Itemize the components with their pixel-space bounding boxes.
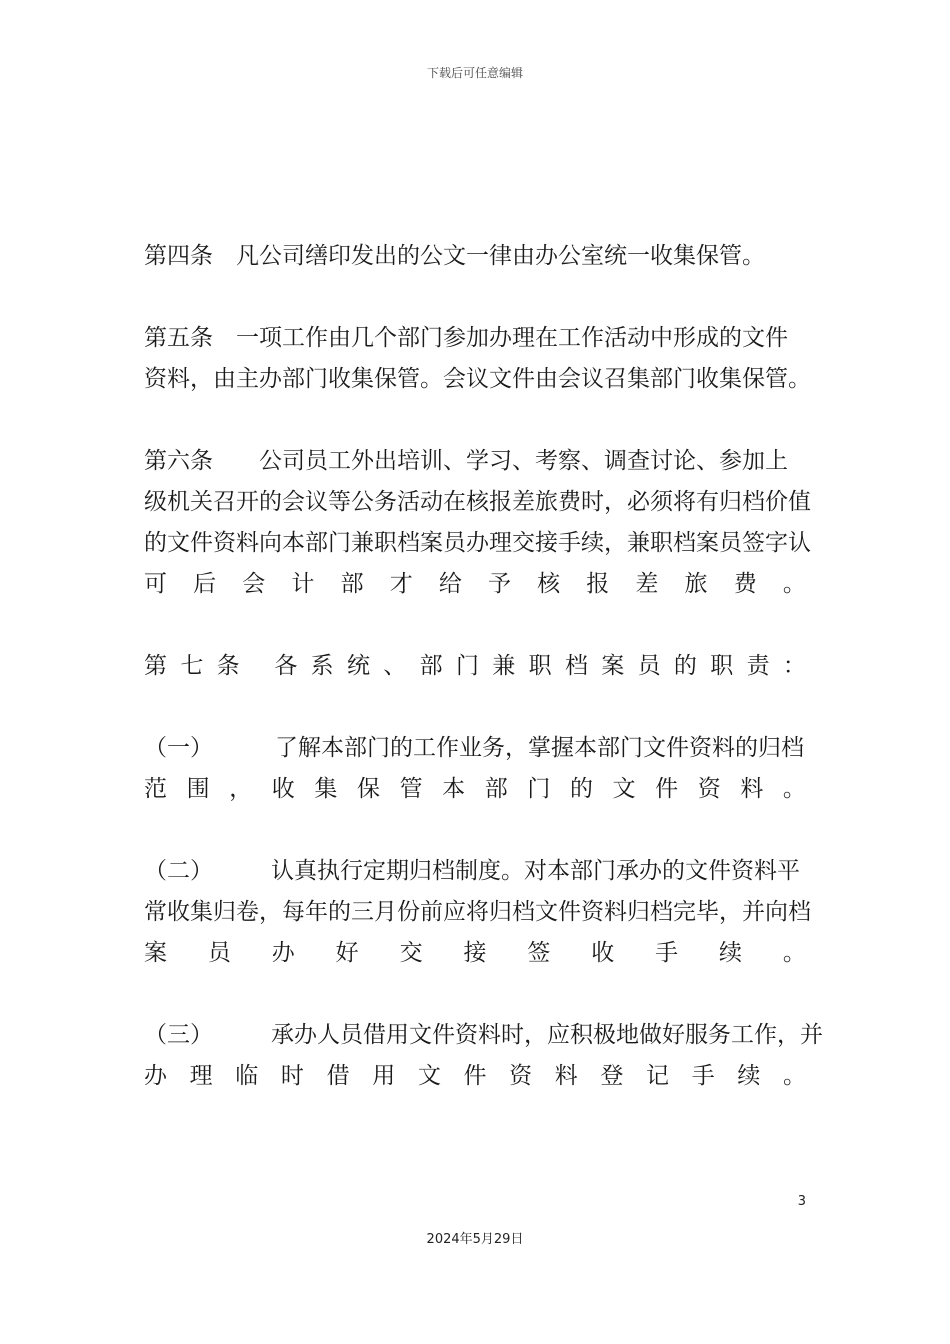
justified-char: 员 [637, 653, 661, 679]
justified-char: 七 [180, 653, 204, 679]
justified-char: 职 [710, 653, 734, 679]
justified-char: 差 [635, 571, 659, 597]
justified-char: 条 [216, 653, 240, 679]
justified-char: 签 [527, 940, 551, 966]
item-2-line-3 [144, 933, 806, 974]
justified-char: 员 [207, 940, 231, 966]
footer-date: 2024年5月29日 [426, 1232, 524, 1247]
article-7-line-1 [144, 646, 806, 687]
justified-char: 理 [189, 1063, 213, 1089]
article-5-line-2: 资料，由主办部门收集保管。会议文件由会议召集部门收集保管。 [144, 366, 811, 392]
justified-char: 借 [326, 1063, 350, 1089]
justified-char: 资 [509, 1063, 533, 1089]
justified-char: 责 [746, 653, 770, 679]
article-6-line-1 [144, 441, 806, 482]
justified-char: 。 [782, 571, 806, 597]
justified-char: 门 [527, 776, 551, 802]
justified-char: 件 [655, 776, 679, 802]
item-1-text: 了解本部门的工作业务，掌握本部门文件资料的归档 [275, 735, 804, 761]
justified-char: 围 [186, 776, 210, 802]
item-1-line-1 [144, 728, 806, 769]
article-6-text: 公司员工外出培训、学习、考察、调查讨论、参加上 [259, 448, 788, 474]
justified-char: 核 [537, 571, 561, 597]
justified-char: 好 [335, 940, 359, 966]
item-3-line-2 [144, 1056, 806, 1097]
justified-char: 费 [733, 571, 757, 597]
justified-char: 文 [417, 1063, 441, 1089]
justified-char: 案 [601, 653, 625, 679]
justified-char: 手 [691, 1063, 715, 1089]
justified-char: 部 [419, 653, 443, 679]
justified-char: 报 [586, 571, 610, 597]
article-6-label: 第六条 [144, 448, 213, 474]
justified-char: 管 [399, 776, 423, 802]
justified-char: 。 [782, 776, 806, 802]
item-3-label: （三） [144, 1022, 213, 1048]
justified-char: 料 [740, 776, 764, 802]
justified-char: 兼 [492, 653, 516, 679]
justified-char: 手 [655, 940, 679, 966]
justified-char: 部 [340, 571, 364, 597]
article-5-line-1: 第五条 一项工作由几个部门参加办理在工作活动中形成的文件 [144, 325, 788, 351]
item-2-line-1 [144, 851, 806, 892]
justified-char: 给 [438, 571, 462, 597]
article-6-line-3: 的文件资料向本部门兼职档案员办理交接手续，兼职档案员签字认 [144, 530, 811, 556]
item-2-text: 认真执行定期归档制度。对本部门承办的文件资料平 [271, 858, 800, 884]
article-6-line-2: 级机关召开的会议等公务活动在核报差旅费时，必须将有归档价值 [144, 489, 811, 515]
justified-char: 系 [310, 653, 334, 679]
justified-char: 第 [144, 653, 167, 679]
justified-char: 、 [383, 653, 407, 679]
justified-char: 才 [389, 571, 413, 597]
justified-char: 职 [528, 653, 552, 679]
justified-char: 计 [291, 571, 315, 597]
justified-char: 资 [697, 776, 721, 802]
justified-char: 接 [463, 940, 487, 966]
justified-char: 文 [612, 776, 636, 802]
justified-char: 可 [144, 571, 167, 597]
justified-char: 收 [271, 776, 295, 802]
item-3-text: 承办人员借用文件资料时，应积极地做好服务工作，并 [271, 1022, 823, 1048]
page-number: 3 [797, 1194, 806, 1209]
justified-char: 办 [271, 940, 295, 966]
justified-char: 收 [591, 940, 615, 966]
article-6-line-4 [144, 564, 806, 605]
document-body [144, 236, 823, 1097]
item-1-label: （一） [144, 735, 213, 761]
justified-char: 临 [235, 1063, 259, 1089]
justified-char: 统 [346, 653, 370, 679]
justified-char: 集 [314, 776, 338, 802]
item-1-line-2 [144, 769, 806, 810]
item-2-line-2: 常收集归卷，每年的三月份前应将归档文件资料归档完毕，并向档 [144, 899, 811, 925]
justified-char: 交 [399, 940, 423, 966]
justified-char: 本 [442, 776, 466, 802]
justified-char: 旅 [684, 571, 708, 597]
justified-char: 记 [646, 1063, 670, 1089]
justified-char: 件 [463, 1063, 487, 1089]
justified-char: ： [782, 653, 806, 679]
justified-char: 登 [600, 1063, 624, 1089]
justified-char: 的 [569, 776, 593, 802]
item-3-line-1 [144, 1015, 823, 1056]
justified-char: 予 [487, 571, 511, 597]
article-4-line-1: 第四条 凡公司缮印发出的公文一律由办公室统一收集保管。 [144, 243, 765, 269]
page-header: 下载后可任意编辑 [426, 66, 523, 80]
justified-char: 的 [673, 653, 697, 679]
justified-char: 保 [356, 776, 380, 802]
justified-char: 续 [719, 940, 743, 966]
justified-char: ， [229, 776, 253, 802]
justified-char: 范 [144, 776, 167, 802]
justified-char: 用 [372, 1063, 396, 1089]
justified-char: 料 [554, 1063, 578, 1089]
justified-char: 案 [144, 940, 167, 966]
justified-char: 档 [564, 653, 588, 679]
spacer [253, 646, 261, 687]
justified-char: 各 [274, 653, 298, 679]
item-2-label: （二） [144, 858, 213, 884]
justified-char: 会 [242, 571, 266, 597]
justified-char: 。 [782, 1063, 806, 1089]
justified-char: 时 [280, 1063, 304, 1089]
justified-char: 续 [737, 1063, 761, 1089]
justified-char: 部 [484, 776, 508, 802]
justified-char: 办 [144, 1063, 167, 1089]
justified-char: 。 [782, 940, 806, 966]
justified-char: 后 [193, 571, 217, 597]
justified-char: 门 [455, 653, 479, 679]
